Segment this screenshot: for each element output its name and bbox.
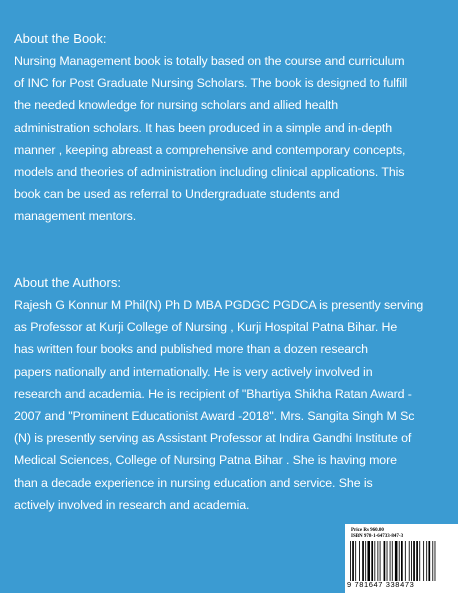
text-line: Medical Sciences, College of Nursing Patna Bihar . She is having more — [14, 453, 397, 468]
isbn-label: ISBN 978-1-64733-847-3 — [351, 534, 404, 539]
text-line: 2007 and "Prominent Educationist Award -2018". Mrs. Sangita Singh M Sc — [14, 409, 415, 424]
text-line: actively involved in research and academia. — [14, 497, 250, 512]
text-line: book can be used as referral to Undergraduate students and — [14, 187, 340, 202]
price-label: Price Rs 960.00 — [351, 528, 384, 533]
about-authors-heading: About the Authors: — [14, 275, 121, 290]
text-line: the needed knowledge for nursing scholars and allied health — [14, 98, 339, 113]
text-line: manner , keeping abreast a comprehensive and contemporary concepts, — [14, 142, 406, 157]
text-line: (N) is presently serving as Assistant Professor at Indira Gandhi Institute of — [14, 431, 412, 446]
about-book-section — [14, 27, 448, 228]
text-line: than a decade experience in nursing education and service. She is — [14, 475, 373, 490]
text-line: papers nationally and internationally. He is very actively involved in — [14, 364, 373, 379]
text-line: has written four books and published more than a dozen research — [14, 342, 368, 357]
text-line: administration scholars. It has been produced in a simple and in-depth — [14, 120, 393, 135]
isbn-barcode-box — [345, 524, 458, 593]
text-line: Rajesh G Konnur M Phil(N) Ph D MBA PGDGC PGDCA is presently serving — [14, 298, 424, 312]
about-book-text — [14, 50, 448, 228]
barcode-graphic — [349, 541, 453, 581]
text-line: as Professor at Kurji College of Nursing , Kurji Hospital Patna Bihar. He — [14, 320, 398, 335]
text-line: models and theories of administration including clinical applications. This — [14, 165, 405, 180]
text-line: Nursing Management book is totally based on the course and curriculum — [14, 54, 405, 68]
text-line: management mentors. — [14, 209, 137, 224]
about-authors-text — [14, 294, 448, 516]
about-authors-section — [14, 271, 448, 516]
text-line: of INC for Post Graduate Nursing Scholars. The book is designed to fulfill — [14, 76, 408, 91]
about-book-heading: About the Book: — [14, 31, 107, 46]
text-line: research and academia. He is recipient of "Bhartiya Shikha Ratan Award - — [14, 386, 412, 401]
barcode-digits: 9 781647 338473 — [347, 580, 415, 589]
